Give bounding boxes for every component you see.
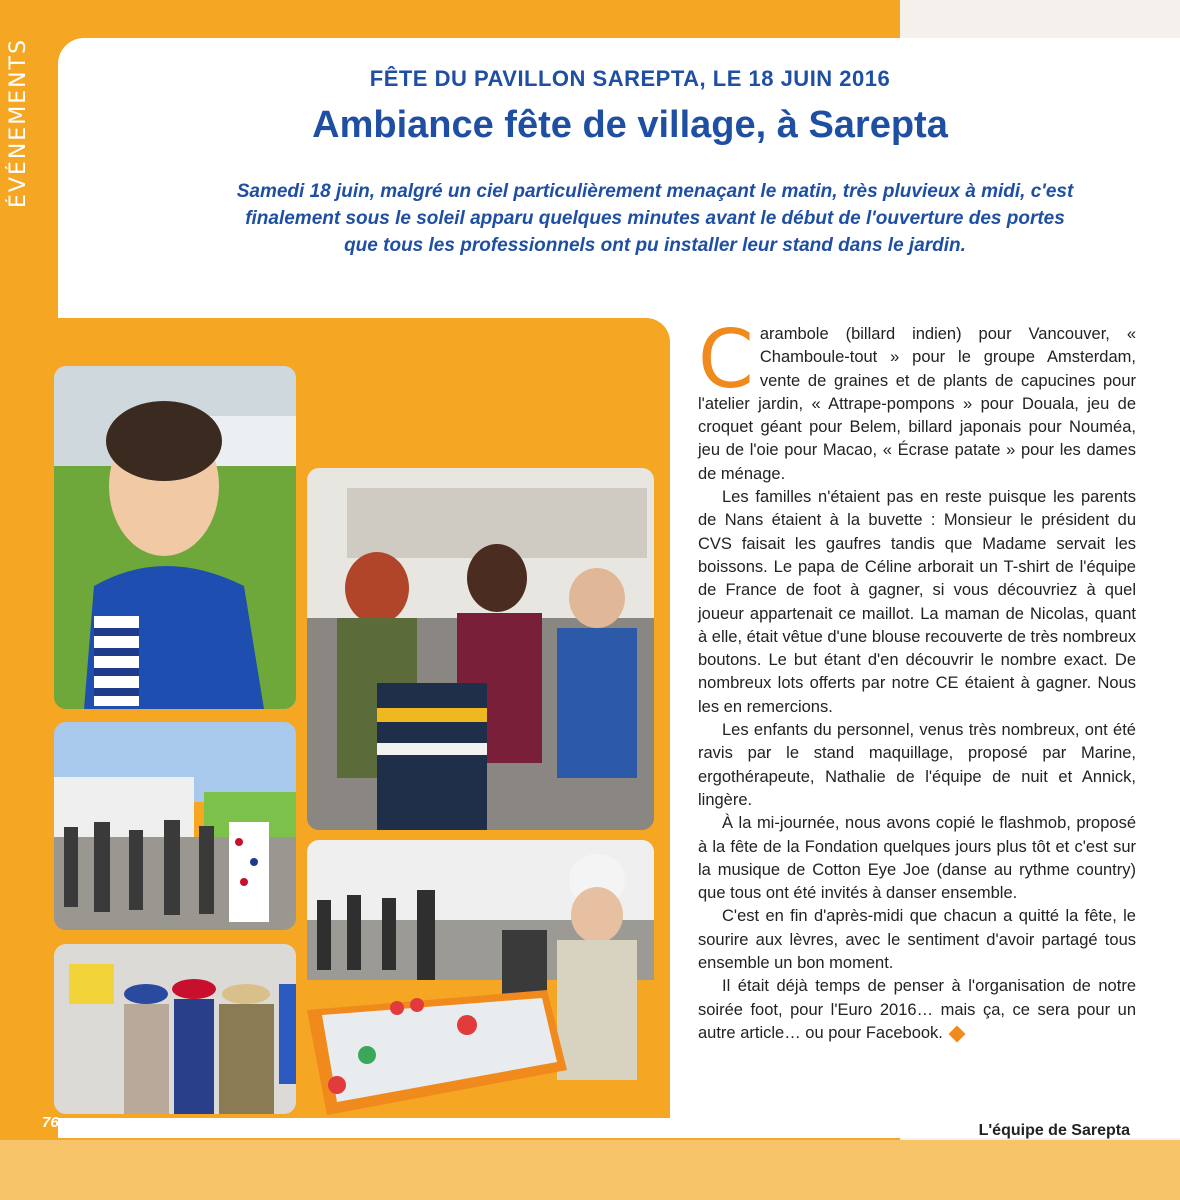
paragraph-3: Les enfants du personnel, venus très nombreux, ont été ravis par le stand maquillage, proposé par Marine, ergothérapeute, Nathalie de l'équipe de nuit et Annick, lingère. [698,721,1136,809]
photo-billiard-game [307,840,654,1115]
paragraph-6: Il était déjà temps de penser à l'organisation de notre soirée foot, pour l'Euro 2016… mais ça, ce sera pour un autre article… ou pour Facebook. [698,977,1136,1042]
article-lead: Samedi 18 juin, malgré un ciel particulièrement menaçant le matin, très pluvieux à midi, c'est finalement sous le soleil apparu quelques minutes avant le début de l'ouverture des portes que tous les professionnels ont pu installer leur stand dans le jardin. [236,181,1074,256]
paragraph-2: Les familles n'étaient pas en reste puisque les parents de Nans étaient à la buvette : Monsieur le président du CVS faisait les gaufres tandis que Madame servait les boissons. Le papa de Céline arborait un T-shirt de l'équipe de France de foot à gagner, si vous découvriez à quel joueur appartenait ce maillot. La maman de Nicolas, quant à elle, était vêtue d'une blouse recouverte de très nombreux boutons. Le but étant d'en découvrir le nombre exact. De nombreux lots offerts par notre CE étaient à gagner. Nous les en remercions. [698,488,1136,716]
page-number: 76 [42,1114,59,1131]
end-mark-diamond-icon [948,1025,965,1042]
article-headline: Ambiance fête de village, à Sarepta [312,104,948,146]
photo-garden-crowd [54,722,296,930]
paragraph-1: Carambole (billard indien) pour Vancouver, « Chamboule-tout » pour le groupe Amsterdam, vente de graines et de plants de capucines pour l'atelier jardin, « Attrape-pompons » pour Douala, jeu de croquet géant pour Belem, billard japonais pour Nouméa, jeu de l'oie pour Macao, « Écrase patate » pour les dames de ménage. [698,313,1136,483]
article-kicker: FÊTE DU PAVILLON SAREPTA, LE 18 JUIN 2016 [369,66,891,91]
paragraph-5: C'est en fin d'après-midi que chacun a quitté la fête, le sourire aux lèvres, avec le sentiment d'avoir partagé tous ensemble un bon moment. [698,907,1136,973]
bottom-band [0,1140,1180,1200]
photo-dancing-group [307,468,654,830]
photo-hats-stand [54,944,296,1114]
article-body [698,313,1136,1045]
top-right-margin [900,0,1180,38]
drop-cap: C [698,313,754,406]
paragraph-4: À la mi-journée, nous avons copié le flashmob, proposé à la fête de la Fondation quelques jours plus tôt et c'est sur la musique de Cotton Eye Joe (danse au rythme country) que tous ont été invités à danser ensemble. [698,814,1136,903]
photo-child-face-paint [54,366,296,709]
section-label: ÉVÉNEMENTS [6,38,31,208]
article-signature: L'équipe de Sarepta [978,1122,1130,1139]
